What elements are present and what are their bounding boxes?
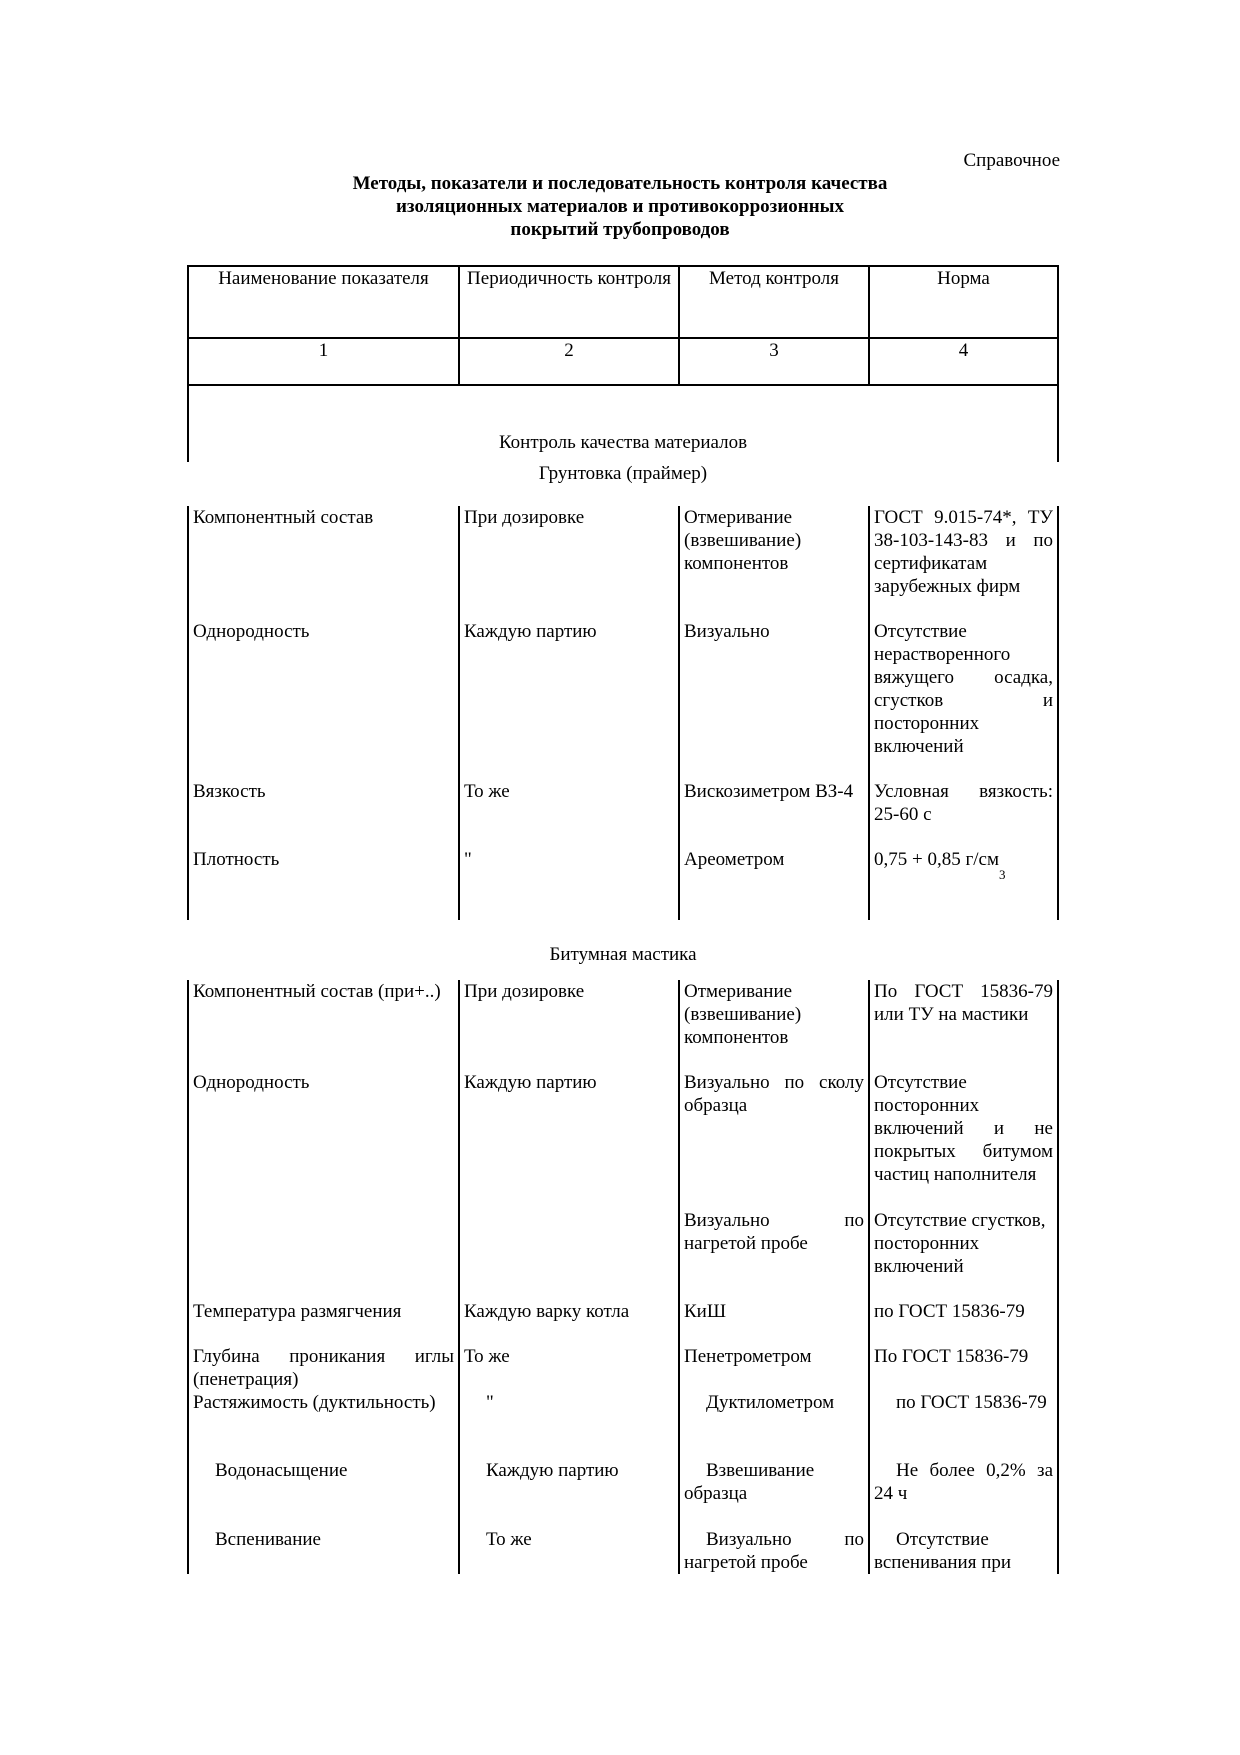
cell-period: То же xyxy=(459,1528,679,1574)
cell-norm: Отсутствие посторонних включений и не покрытых битумом частиц наполнителя xyxy=(869,1071,1058,1209)
cell-method: Визуально xyxy=(679,620,869,780)
section-row xyxy=(188,385,1058,462)
table-row xyxy=(188,620,1058,780)
group-title-primer: Грунтовка (праймер) xyxy=(538,463,708,484)
cell-period: " xyxy=(459,848,679,920)
cell-period: Каждую партию xyxy=(459,1071,679,1209)
cell-period: При дозировке xyxy=(459,506,679,620)
column-number-3: 3 xyxy=(679,338,869,385)
cell-name: Глубина проникания иглы (пенетрация) xyxy=(188,1345,459,1391)
cell-method: КиШ xyxy=(679,1300,869,1345)
cell-period: То же xyxy=(459,780,679,848)
cell-method: Отмеривание (взвешивание) компонентов xyxy=(679,980,869,1071)
cell-norm: Отсутствие вспенивания при xyxy=(869,1528,1058,1574)
header-name: Наименование показателя xyxy=(188,266,459,338)
norm-unit-exponent: 3 xyxy=(999,867,1006,882)
table-row xyxy=(188,1300,1058,1345)
cell-period xyxy=(459,1209,679,1300)
column-number-2: 2 xyxy=(459,338,679,385)
table-row xyxy=(188,1071,1058,1209)
cell-period: При дозировке xyxy=(459,980,679,1071)
cell-norm xyxy=(869,848,1058,920)
cell-method: Визуально по сколу образца xyxy=(679,1071,869,1209)
column-number-row xyxy=(188,338,1058,385)
table-row xyxy=(188,506,1058,620)
cell-name: Компонентный состав xyxy=(188,506,459,620)
cell-name: Растяжимость (дуктильность) xyxy=(188,1391,459,1459)
cell-name: Однородность xyxy=(188,1071,459,1209)
group-title-mastic: Битумная мастика xyxy=(549,944,697,965)
group-row xyxy=(188,462,1058,506)
cell-period: То же xyxy=(459,1345,679,1391)
cell-period: Каждую варку котла xyxy=(459,1300,679,1345)
cell-method: Визуально по нагретой пробе xyxy=(679,1209,869,1300)
header-period: Периодичность контроля xyxy=(459,266,679,338)
column-number-4: 4 xyxy=(869,338,1058,385)
cell-name: Компонентный состав (при+..) xyxy=(188,980,459,1071)
header-method: Метод контроля xyxy=(679,266,869,338)
cell-name: Однородность xyxy=(188,620,459,780)
cell-name xyxy=(188,1209,459,1300)
title-line-2: изоляционных материалов и противокоррозионных xyxy=(395,196,844,217)
cell-norm: Отсутствие нерастворенного вяжущего осадка, сгустков и посторонних включений xyxy=(869,620,1058,780)
section-title: Контроль качества материалов xyxy=(188,385,1058,462)
table-row xyxy=(188,980,1058,1071)
table-row xyxy=(188,1391,1058,1459)
table-row xyxy=(188,1209,1058,1300)
cell-period: Каждую партию xyxy=(459,1459,679,1528)
title-line-3: покрытий трубопроводов xyxy=(510,219,730,240)
cell-norm: Условная вязкость: 25-60 с xyxy=(869,780,1058,848)
header-norm: Норма xyxy=(869,266,1058,338)
cell-name: Вспенивание xyxy=(188,1528,459,1574)
cell-norm: по ГОСТ 15836-79 xyxy=(869,1300,1058,1345)
cell-method: Отмеривание (взвешивание) компонентов xyxy=(679,506,869,620)
title-line-1: Методы, показатели и последовательность контроля качества xyxy=(352,173,888,194)
quality-control-table xyxy=(187,265,1059,1574)
cell-norm: Отсутствие сгустков, посторонних включений xyxy=(869,1209,1058,1300)
norm-value: 0,75 + 0,85 г/см xyxy=(874,849,999,870)
reference-label: Справочное xyxy=(963,150,1060,171)
table-row xyxy=(188,848,1058,920)
column-number-1: 1 xyxy=(188,338,459,385)
cell-norm: по ГОСТ 15836-79 xyxy=(869,1391,1058,1459)
cell-name: Водонасыщение xyxy=(188,1459,459,1528)
cell-period: Каждую партию xyxy=(459,620,679,780)
document-title xyxy=(0,172,1240,241)
cell-norm: По ГОСТ 15836-79 или ТУ на мастики xyxy=(869,980,1058,1071)
cell-name: Вязкость xyxy=(188,780,459,848)
cell-period: " xyxy=(459,1391,679,1459)
group-row xyxy=(188,920,1058,980)
cell-norm: По ГОСТ 15836-79 xyxy=(869,1345,1058,1391)
cell-name: Температура размягчения xyxy=(188,1300,459,1345)
cell-method: Дуктилометром xyxy=(679,1391,869,1459)
table-header-row xyxy=(188,266,1058,338)
cell-method: Ареометром xyxy=(679,848,869,920)
table-row xyxy=(188,1345,1058,1391)
table-row xyxy=(188,1528,1058,1574)
cell-method: Визуально по нагретой пробе xyxy=(679,1528,869,1574)
cell-method: Вискозиметром ВЗ-4 xyxy=(679,780,869,848)
cell-name: Плотность xyxy=(188,848,459,920)
cell-method: Взвешивание образца xyxy=(679,1459,869,1528)
cell-norm: ГОСТ 9.015-74*, ТУ 38-103-143-83 и по сертификатам зарубежных фирм xyxy=(869,506,1058,620)
cell-norm: Не более 0,2% за 24 ч xyxy=(869,1459,1058,1528)
table-row xyxy=(188,1459,1058,1528)
cell-method: Пенетрометром xyxy=(679,1345,869,1391)
table-row xyxy=(188,780,1058,848)
